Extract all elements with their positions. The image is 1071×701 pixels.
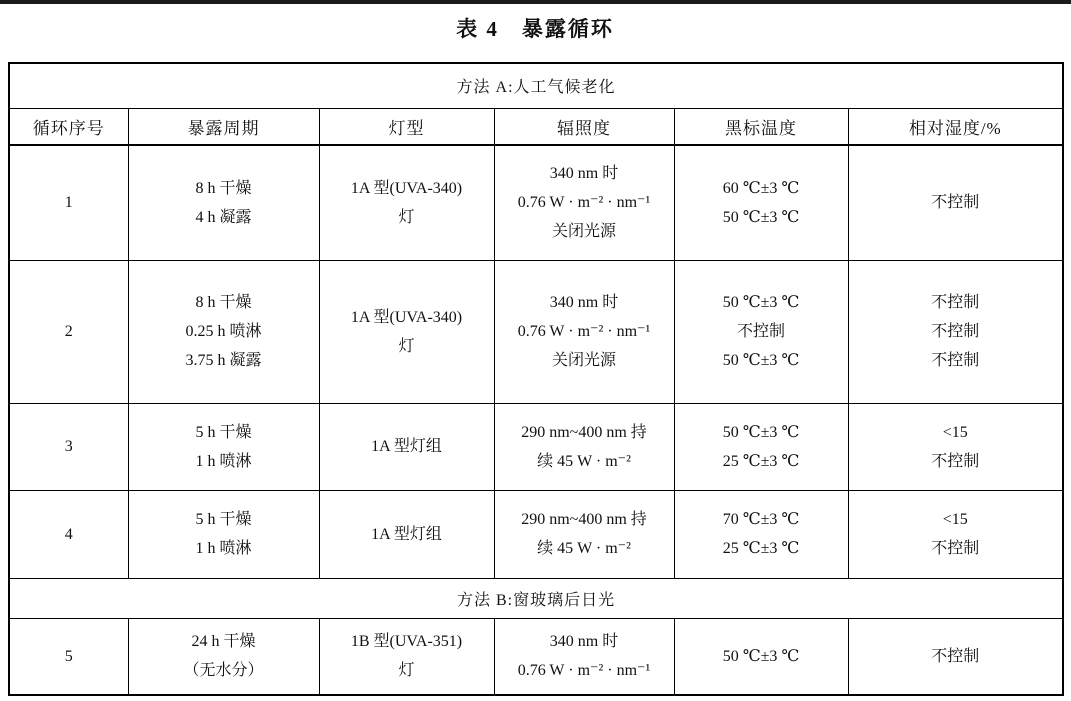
- cell-line: 不控制: [931, 323, 980, 340]
- cell-line: 灯: [398, 337, 415, 355]
- cell-irradiance: [494, 260, 674, 403]
- cell-lamp: [319, 260, 494, 403]
- cell-period: [128, 145, 319, 260]
- cell-line: 0.25 h 喷淋: [185, 323, 262, 340]
- cell-line: 50 ℃±3 ℃: [722, 423, 800, 441]
- col-header-cycle: 循环序号: [9, 108, 128, 145]
- cell-line: 24 h 干燥: [191, 633, 256, 651]
- cell-humidity: [848, 618, 1063, 695]
- cell-period: [128, 260, 319, 403]
- cell-irradiance: [494, 490, 674, 578]
- cell-line: 不控制: [931, 540, 980, 557]
- cell-line: 50 ℃±3 ℃: [722, 294, 800, 311]
- cell-line: 50 ℃±3 ℃: [722, 208, 800, 226]
- cell-line: 70 ℃±3 ℃: [722, 511, 800, 528]
- cell-line: 8 h 干燥: [195, 294, 252, 311]
- cell-line: 340 nm 时: [549, 294, 619, 311]
- cell-line: 1 h 喷淋: [195, 452, 252, 470]
- cell-cycle: [9, 260, 128, 403]
- cell-line: 1A 型灯组: [371, 438, 442, 455]
- cell-temperature: [674, 260, 848, 403]
- table-row: [9, 145, 1063, 260]
- table-row: [9, 490, 1063, 578]
- cell-period: [128, 490, 319, 578]
- cell-lamp: [319, 618, 494, 695]
- cell-line: 1A 型(UVA-340): [350, 179, 463, 197]
- cell-line: 0.76 W · m⁻² · nm⁻¹: [517, 194, 651, 212]
- section-label-method-a: 方法 A:人工气候老化: [9, 63, 1063, 108]
- cell-line: 关闭光源: [551, 223, 616, 241]
- cell-line: 25 ℃±3 ℃: [722, 452, 800, 470]
- cell-line: 5 h 干燥: [195, 511, 252, 528]
- cell-line: 290 nm~400 nm 持: [521, 423, 647, 441]
- cell-cycle: [9, 490, 128, 578]
- cell-line: 0.76 W · m⁻² · nm⁻¹: [517, 323, 651, 340]
- cell-line: 25 ℃±3 ℃: [722, 540, 800, 557]
- cell-line: 60 ℃±3 ℃: [722, 179, 800, 197]
- table-row: [9, 618, 1063, 695]
- exposure-cycle-table: [8, 62, 1064, 696]
- section-label-method-b: 方法 B:窗玻璃后日光: [9, 578, 1063, 618]
- cell-line: 灯: [398, 208, 415, 226]
- cell-line: 1A 型灯组: [371, 525, 442, 543]
- cell-line: <15: [942, 423, 968, 441]
- col-header-temperature: 黑标温度: [674, 108, 848, 145]
- cell-temperature: [674, 618, 848, 695]
- cell-line: 5 h 干燥: [195, 423, 252, 441]
- cell-irradiance: [494, 403, 674, 490]
- cell-line: 续 45 W · m⁻²: [537, 452, 631, 470]
- cell-line: 续 45 W · m⁻²: [537, 540, 631, 557]
- cell-line: 灯: [398, 662, 415, 680]
- cell-line: 不控制: [931, 194, 980, 212]
- cell-humidity: [848, 260, 1063, 403]
- cell-line: 不控制: [931, 294, 980, 311]
- cell-line: 不控制: [931, 352, 980, 369]
- header-row: [9, 108, 1063, 145]
- cell-line: 1 h 喷淋: [195, 540, 252, 557]
- cell-line: 50 ℃±3 ℃: [722, 352, 800, 369]
- cell-humidity: [848, 403, 1063, 490]
- cell-line: 3.75 h 凝露: [185, 352, 262, 369]
- cell-line: 1: [64, 194, 73, 212]
- scan-edge-artifact: [0, 0, 1071, 4]
- cell-line: 4 h 凝露: [195, 208, 252, 226]
- cell-line: 4: [64, 525, 73, 543]
- cell-period: [128, 403, 319, 490]
- col-header-period: 暴露周期: [128, 108, 319, 145]
- cell-lamp: [319, 403, 494, 490]
- cell-line: 290 nm~400 nm 持: [521, 511, 647, 528]
- cell-humidity: [848, 145, 1063, 260]
- cell-lamp: [319, 490, 494, 578]
- cell-temperature: [674, 145, 848, 260]
- cell-period: [128, 618, 319, 695]
- cell-line: 不控制: [931, 452, 980, 470]
- cell-line: 340 nm 时: [549, 633, 619, 651]
- cell-line: 1A 型(UVA-340): [350, 308, 463, 326]
- cell-line: 5: [64, 647, 73, 665]
- cell-irradiance: [494, 145, 674, 260]
- table-title: 表 4 暴露循环: [456, 17, 614, 41]
- cell-line: 50 ℃±3 ℃: [722, 647, 800, 665]
- cell-lamp: [319, 145, 494, 260]
- col-header-lamp: 灯型: [319, 108, 494, 145]
- cell-line: 1B 型(UVA-351): [350, 633, 463, 651]
- col-header-irradiance: 辐照度: [494, 108, 674, 145]
- col-header-humidity: 相对湿度/%: [848, 108, 1063, 145]
- cell-cycle: [9, 618, 128, 695]
- cell-line: 340 nm 时: [549, 165, 619, 183]
- cell-line: 关闭光源: [551, 352, 616, 369]
- table-row: [9, 260, 1063, 403]
- table-row: [9, 403, 1063, 490]
- cell-line: 2: [64, 323, 73, 340]
- cell-line: <15: [942, 511, 968, 528]
- cell-line: 8 h 干燥: [195, 179, 252, 197]
- cell-temperature: [674, 403, 848, 490]
- cell-cycle: [9, 145, 128, 260]
- cell-line: 不控制: [931, 647, 980, 665]
- cell-line: 不控制: [736, 323, 785, 340]
- cell-line: （无水分）: [183, 662, 264, 680]
- cell-humidity: [848, 490, 1063, 578]
- cell-line: 0.76 W · m⁻² · nm⁻¹: [517, 662, 651, 680]
- section-row-method-b: [9, 578, 1063, 618]
- cell-irradiance: [494, 618, 674, 695]
- cell-temperature: [674, 490, 848, 578]
- cell-cycle: [9, 403, 128, 490]
- cell-line: 3: [64, 438, 73, 455]
- section-row-method-a: [9, 63, 1063, 108]
